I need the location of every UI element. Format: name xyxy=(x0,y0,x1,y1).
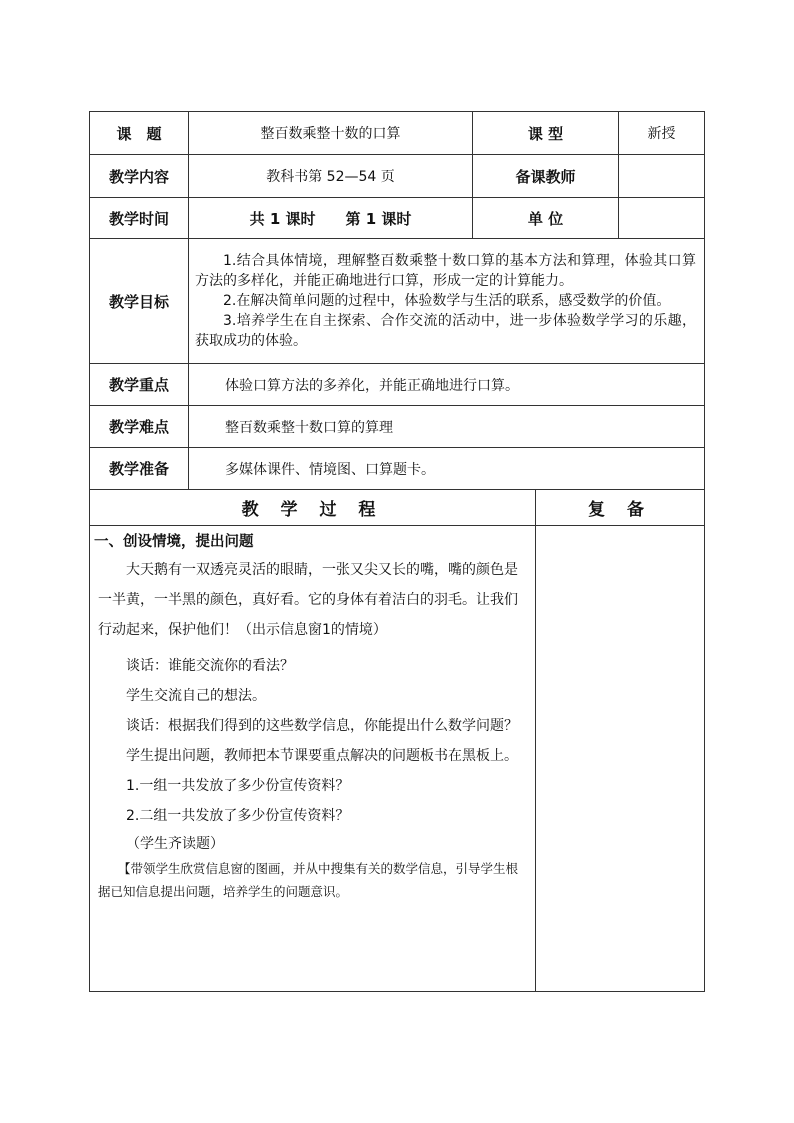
process-paragraph: 1.一组一共发放了多少份宣传资料？ xyxy=(126,778,350,794)
row-key-points xyxy=(90,364,705,406)
type-value: 新授 xyxy=(619,112,705,155)
row-content xyxy=(90,155,705,198)
goals-content xyxy=(189,239,705,364)
content-value: 教科书第 52—54 页 xyxy=(189,155,473,198)
unit-value xyxy=(619,198,705,239)
key-points-value: 体验口算方法的多养化，并能正确地进行口算。 xyxy=(189,364,705,406)
row-process-header xyxy=(90,490,705,526)
row-goals xyxy=(90,239,705,364)
row-process-body xyxy=(90,526,705,992)
review-notes-cell xyxy=(536,526,705,992)
process-paragraph: 谈话：根据我们得到的这些数学信息，你能提出什么数学问题？ xyxy=(126,718,518,734)
difficulties-value: 整百数乘整十数口算的算理 xyxy=(189,406,705,448)
row-topic xyxy=(90,112,705,155)
key-points-label: 教学重点 xyxy=(90,364,189,406)
preparation-label: 教学准备 xyxy=(90,448,189,490)
design-note: 【带领学生欣赏信息窗的图画，并从中搜集有关的数学信息，引导学生根据已知信息提出问题，培养学生的问题意识。 xyxy=(98,861,519,899)
type-label: 课 型 xyxy=(473,112,619,155)
content-label: 教学内容 xyxy=(90,155,189,198)
process-paragraph: 学生交流自己的想法。 xyxy=(126,688,266,704)
teacher-label: 备课教师 xyxy=(473,155,619,198)
goals-label: 教学目标 xyxy=(90,239,189,364)
goal-item: 1.结合具体情境，理解整百数乘整十数口算的基本方法和算理，体验其口算方法的多样化，并能正确地进行口算，形成一定的计算能力。 xyxy=(195,253,697,289)
process-paragraph: 2.二组一共发放了多少份宣传资料？ xyxy=(126,808,350,824)
process-paragraph: 谈话：谁能交流你的看法？ xyxy=(126,658,294,674)
process-content xyxy=(90,526,536,992)
process-paragraph: 学生提出问题，教师把本节课要重点解决的问题板书在黑板上。 xyxy=(126,748,518,764)
unit-label: 单 位 xyxy=(473,198,619,239)
review-title: 复 备 xyxy=(536,490,705,526)
time-label: 教学时间 xyxy=(90,198,189,239)
topic-value: 整百数乘整十数的口算 xyxy=(189,112,473,155)
read-note: （学生齐读题） xyxy=(126,836,224,852)
lesson-plan-table xyxy=(89,111,705,992)
difficulties-label: 教学难点 xyxy=(90,406,189,448)
section-heading: 一、创设情境，提出问题 xyxy=(94,534,254,550)
row-difficulties xyxy=(90,406,705,448)
goal-item: 2.在解决简单问题的过程中，体验数学与生活的联系，感受数学的价值。 xyxy=(223,293,671,309)
preparation-value: 多媒体课件、情境图、口算题卡。 xyxy=(189,448,705,490)
time-value: 共 1 课时 第 1 课时 xyxy=(189,198,473,239)
process-paragraph: 大天鹅有一双透亮灵活的眼睛，一张又尖又长的嘴，嘴的颜色是一半黄，一半黑的颜色，真好看。它的身体有着洁白的羽毛。让我们行动起来，保护他们！（出示信息窗1的情境） xyxy=(98,562,518,638)
row-preparation xyxy=(90,448,705,490)
row-time xyxy=(90,198,705,239)
topic-label: 课 题 xyxy=(90,112,189,155)
process-title: 教 学 过 程 xyxy=(90,490,536,526)
goal-item: 3.培养学生在自主探索、合作交流的活动中，进一步体验数学学习的乐趣，获取成功的体验。 xyxy=(195,313,697,349)
teacher-value xyxy=(619,155,705,198)
